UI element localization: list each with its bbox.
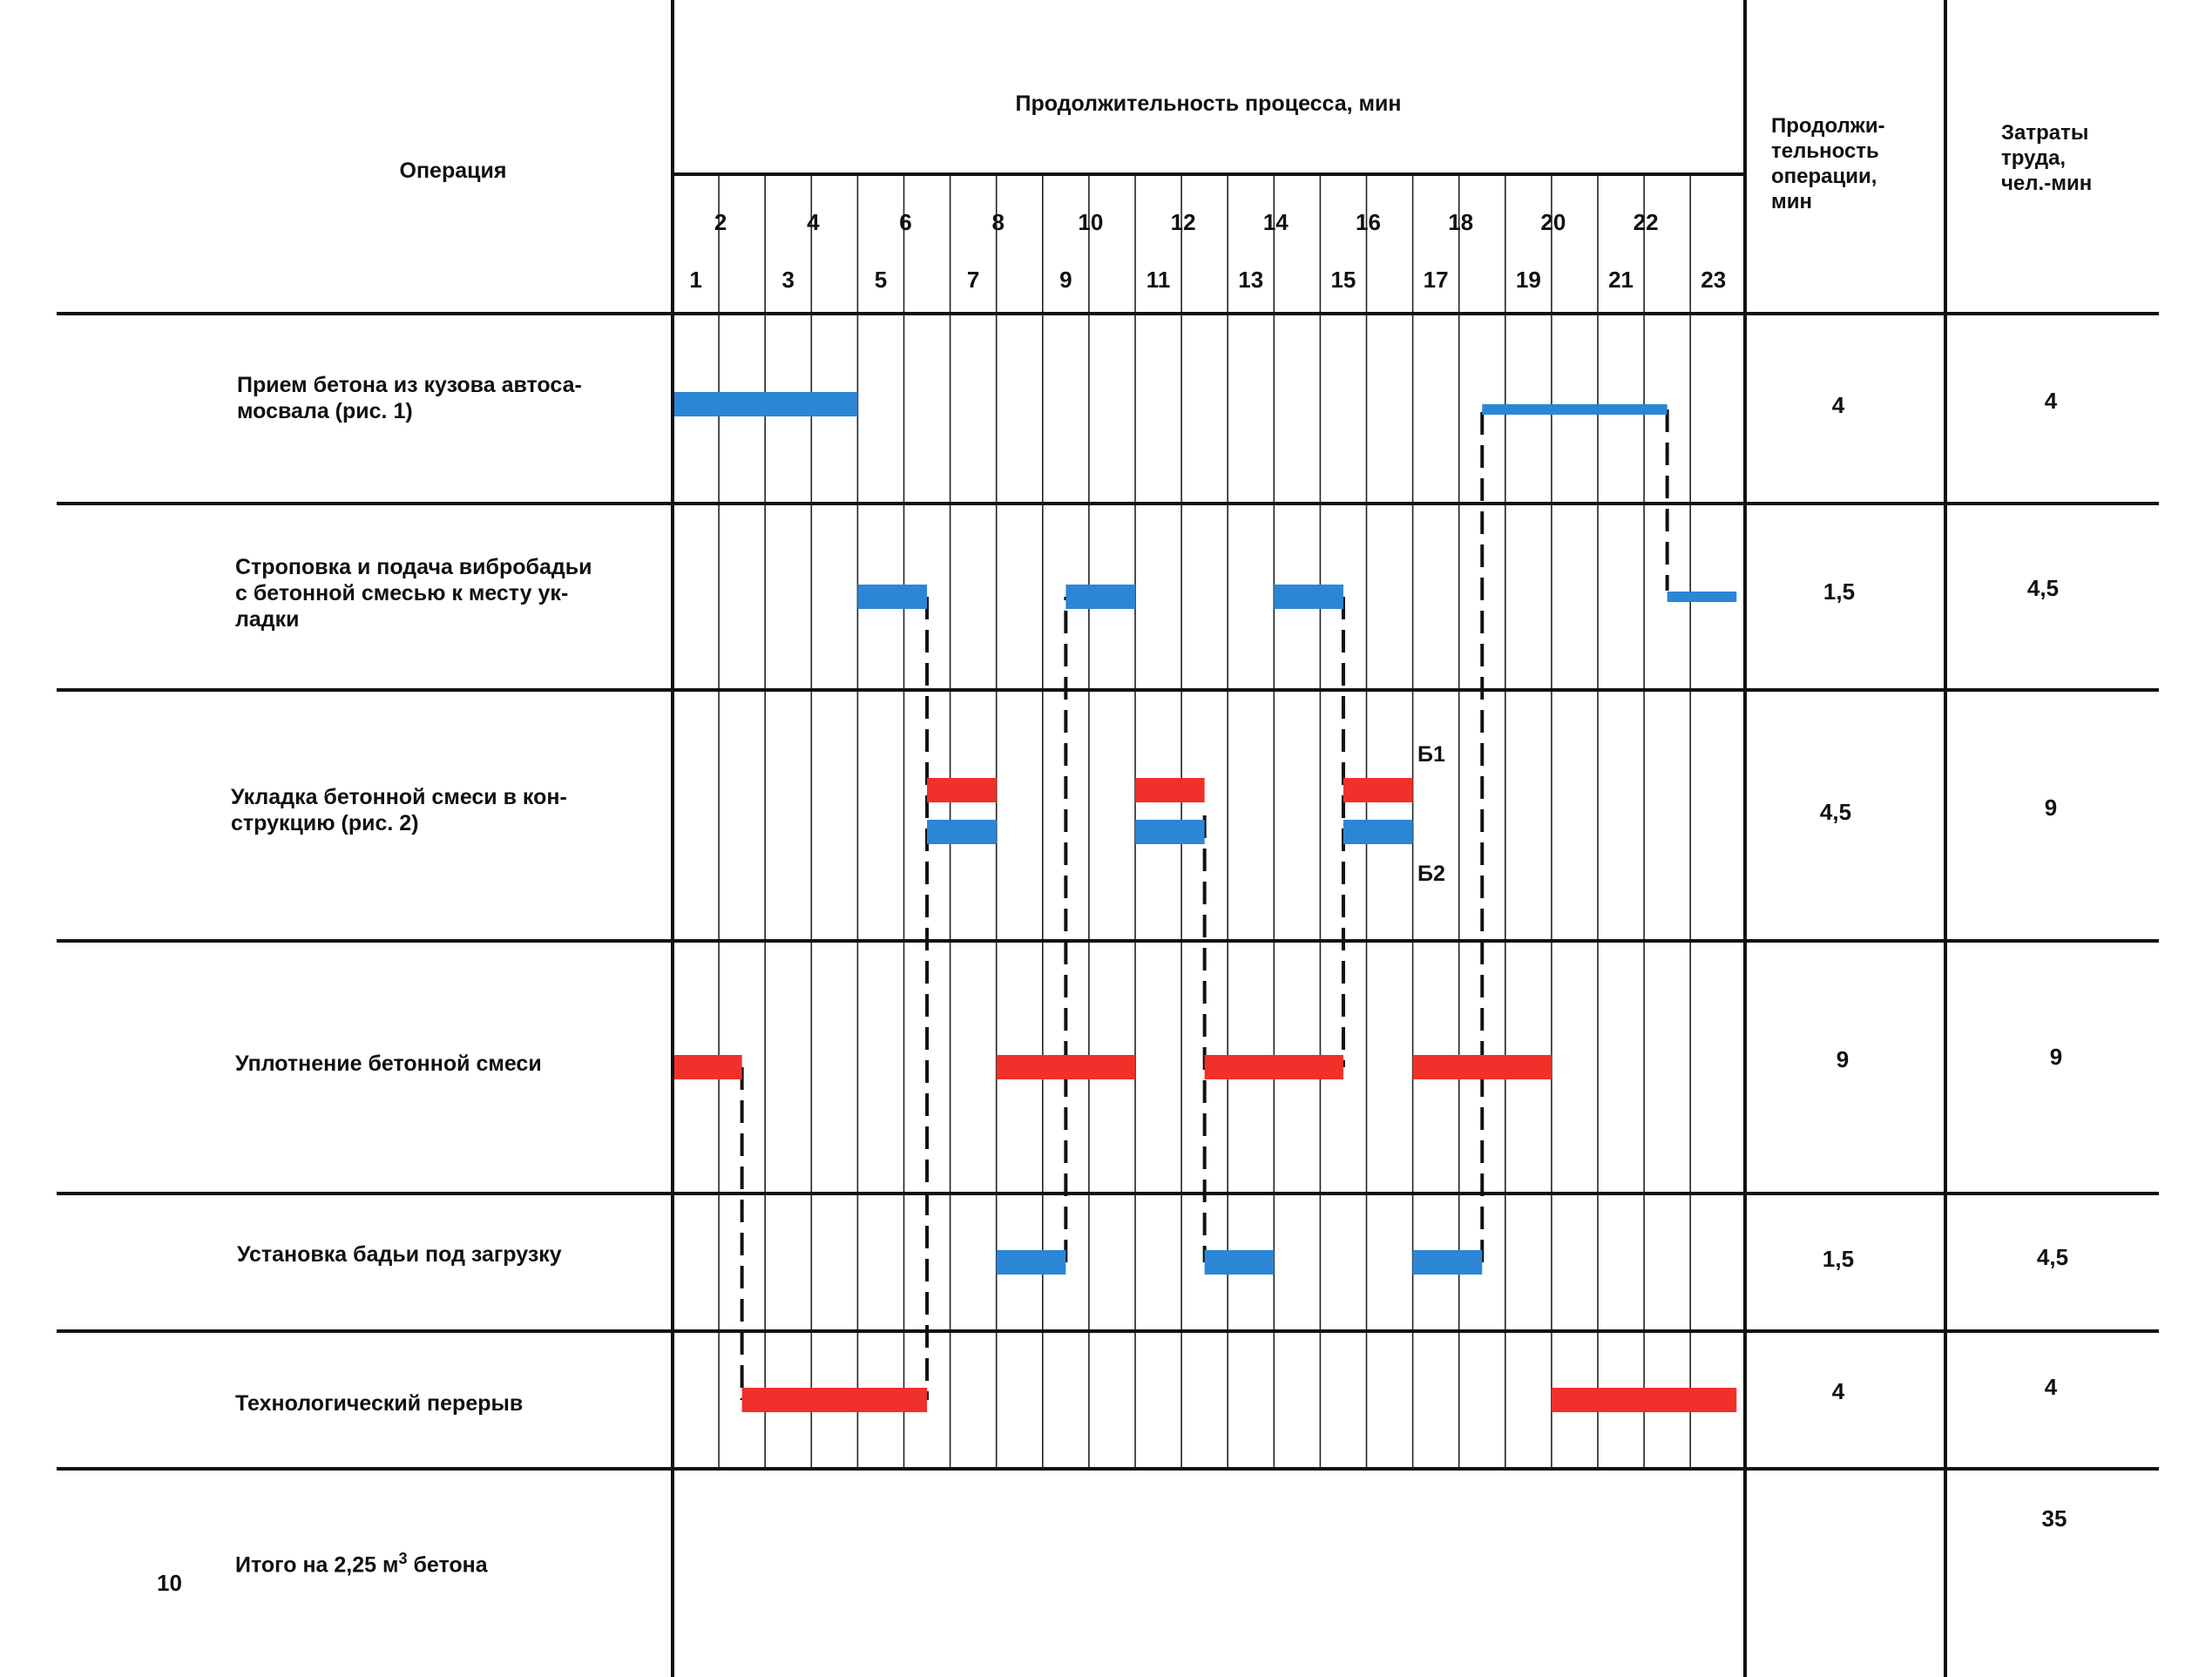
header-labor: Затраты труда, чел.-мин (2001, 121, 2093, 195)
row-label-break: Технологический перерыв (235, 1391, 524, 1416)
x-tick-label: 14 (1262, 209, 1289, 235)
x-tick-label: 22 (1633, 209, 1659, 235)
task-bar (1135, 820, 1205, 844)
task-bar (997, 1250, 1066, 1275)
x-tick-label: 20 (1540, 209, 1566, 235)
row-labor-3: 9 (2044, 795, 2058, 821)
task-bar (1205, 1055, 1343, 1079)
row-label-slinging: Строповка и подача вибробадьи с бетонной смесью к месту ук- ладки (235, 555, 592, 632)
task-bar (997, 1055, 1135, 1079)
task-bar (1413, 1055, 1552, 1079)
table-frame (57, 0, 2159, 1677)
x-tick-label: 10 (1078, 209, 1104, 235)
row-duration-2: 1,5 (1823, 578, 1856, 605)
task-bar (1343, 778, 1413, 802)
task-bar (1667, 592, 1737, 602)
header-operation: Операция (399, 159, 507, 183)
task-bar (1135, 778, 1205, 802)
row-duration-3: 4,5 (1819, 799, 1852, 825)
task-bar (673, 1055, 742, 1079)
x-tick-label: 16 (1356, 209, 1381, 235)
x-tick-label: 6 (899, 209, 912, 235)
x-tick-label: 3 (781, 267, 795, 293)
row-label-unloading: Прием бетона из кузова автоса- мосвала (рис. 1) (237, 373, 582, 423)
x-tick-label: 15 (1330, 267, 1356, 293)
bucket-label-b2: Б2 (1417, 862, 1445, 886)
total-label-prefix: Итого на 2,25 м (235, 1552, 399, 1578)
total-label (235, 1519, 671, 1578)
total-labor: 35 (2041, 1505, 2067, 1532)
x-tick-label: 17 (1423, 267, 1449, 293)
row-label-compaction: Уплотнение бетонной смеси (235, 1052, 542, 1076)
task-bar (857, 585, 927, 609)
task-bar (1205, 1250, 1275, 1275)
task-bar (1274, 585, 1343, 609)
x-tick-label: 13 (1238, 267, 1264, 293)
task-bar (1552, 1388, 1736, 1412)
task-bar (1413, 1250, 1483, 1275)
x-tick-label: 11 (1146, 267, 1171, 293)
row-label-laying: Укладка бетонной смеси в кон- струкцию (рис. 2) (231, 785, 567, 835)
row-duration-1: 4 (1831, 392, 1845, 418)
row-labor-5: 4,5 (2036, 1244, 2069, 1270)
x-tick-label: 4 (807, 209, 820, 235)
row-labor-1: 4 (2044, 388, 2058, 414)
header-op-duration: Продолжи- тельность операции, мин (1771, 114, 1885, 213)
x-tick-label: 23 (1701, 267, 1727, 293)
x-tick-label: 19 (1515, 267, 1541, 293)
header-process-duration: Продолжительность процесса, мин (1015, 91, 1402, 116)
x-tick-label: 7 (966, 267, 980, 293)
task-bar (673, 392, 857, 416)
x-tick-label: 21 (1608, 267, 1634, 293)
task-bar (927, 820, 997, 844)
row-label-bucket-setup: Установка бадьи под загрузку (237, 1242, 562, 1267)
x-tick-label: 9 (1059, 267, 1072, 293)
row-duration-4: 9 (1836, 1046, 1850, 1072)
x-tick-label: 18 (1448, 209, 1474, 235)
task-bar (1482, 404, 1667, 415)
row-labor-6: 4 (2044, 1374, 2058, 1400)
row-duration-6: 4 (1831, 1378, 1845, 1404)
x-tick-label: 1 (689, 267, 702, 293)
task-bar (742, 1388, 927, 1412)
row-labor-4: 9 (2049, 1044, 2063, 1070)
task-bar (927, 778, 997, 802)
x-tick-label: 8 (991, 209, 1005, 235)
x-tick-label: 2 (714, 209, 727, 235)
x-tick-label: 5 (874, 267, 888, 293)
task-bar (1343, 820, 1413, 844)
task-bar (1065, 585, 1135, 609)
total-label-suffix: бетона (407, 1552, 488, 1578)
row-labor-2: 4,5 (2026, 575, 2060, 601)
bucket-label-b1: Б1 (1417, 742, 1445, 767)
x-tick-label: 12 (1170, 209, 1196, 235)
row-duration-5: 1,5 (1822, 1246, 1855, 1272)
total-label-sup: 3 (398, 1550, 408, 1567)
page-number: 10 (157, 1570, 182, 1596)
